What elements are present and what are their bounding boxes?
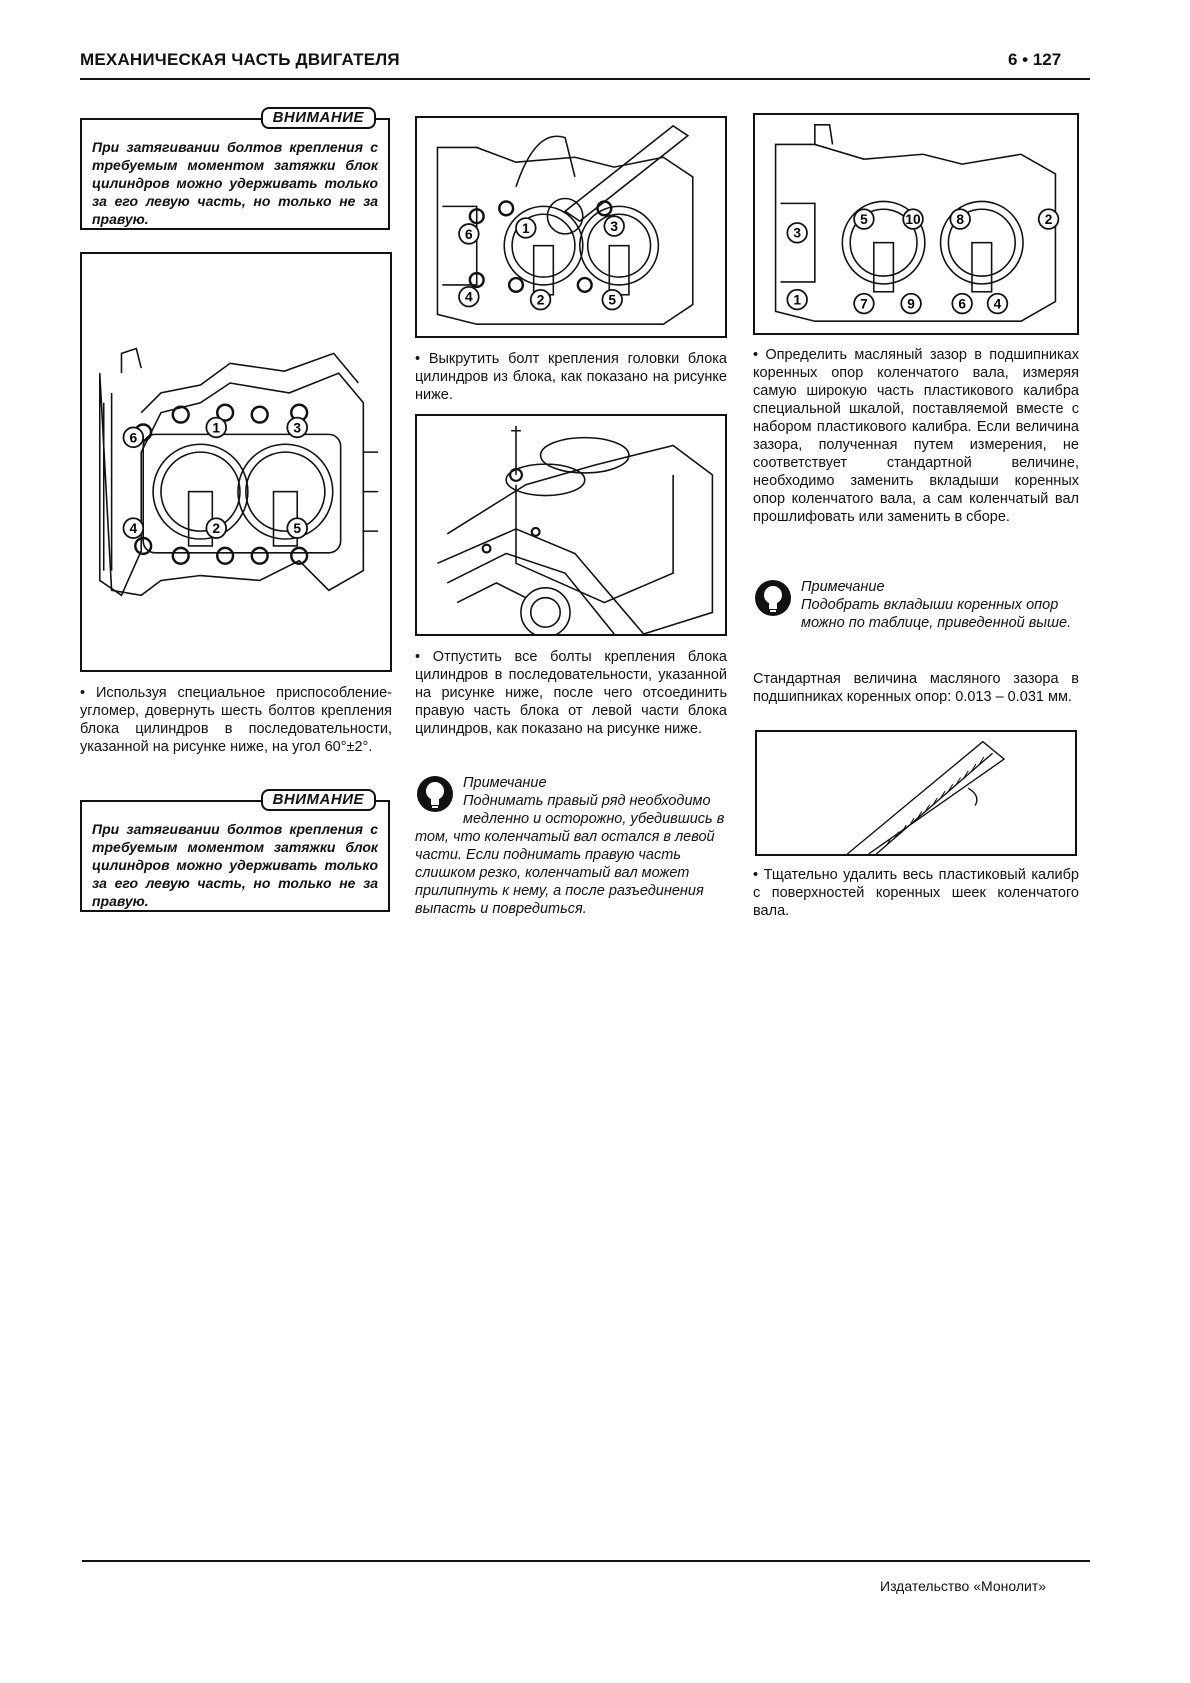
plastigauge-scale-illustration <box>757 732 1075 854</box>
bolt-label: 10 <box>905 212 921 227</box>
page-number: 6 • 127 <box>1008 50 1062 69</box>
bolt-label: 2 <box>536 292 545 308</box>
warning-tag: ВНИМАНИЕ <box>261 789 376 811</box>
bolt-label: 2 <box>212 520 221 537</box>
warning-tag: ВНИМАНИЕ <box>261 107 376 129</box>
bolt-label: 4 <box>465 289 473 305</box>
bolt-label: 5 <box>860 212 868 227</box>
bolt-label: 1 <box>212 419 221 436</box>
bolt-label: 3 <box>793 225 802 241</box>
bolt-label: 2 <box>1044 212 1053 227</box>
bolt-label: 6 <box>465 226 473 242</box>
engine-block-halves-illustration <box>417 416 725 634</box>
engine-block-wrench-illustration <box>417 118 725 336</box>
note-block <box>753 578 1079 632</box>
step-measure-clearance: • Определить масляный зазор в подшипниках коренных опор коленчатого вала, измеряя самую широкую часть пластикового калибра специальной шкалой, поставляемой вместе с набором пластикового калибра. Если величина зазора, полученная путем измерения, не соответствует стандартной величине, необходимо заменить вкладыши коренных опор коленчатого вала, а сам коленчатый вал прошлифовать или заменить в сборе. <box>753 347 1079 525</box>
note-text: Поднимать правый ряд необходимо медленно и осторожно, убедившись в том, что коленчатый вал остался в левой части. Если поднимать правую часть слишком резко, коленчатый вал может прилипнуть к нему, а после разъединения выпасть и повредиться. <box>415 793 725 917</box>
lightbulb-icon <box>753 578 793 618</box>
footer-rule <box>82 1560 1090 1562</box>
bolt-label: 1 <box>793 292 802 308</box>
warning-box-1 <box>80 109 390 230</box>
bolt-label: 5 <box>293 520 302 537</box>
engine-block-ten-bolt-illustration <box>755 115 1077 333</box>
bolt-label: 8 <box>956 212 965 227</box>
bolt-label: 4 <box>993 296 1002 312</box>
warning-text: При затягивании болтов крепления с требуемым моментом затяжки блок цилиндров можно удерживать только за его левую часть, но только не за правую. <box>92 821 378 909</box>
bolt-label: 6 <box>958 296 966 312</box>
publisher: Издательство «Монолит» <box>880 1578 1047 1594</box>
figure-block-split <box>415 414 727 636</box>
note-text: Подобрать вкладыши коренных опор можно по таблице, приведенной выше. <box>801 597 1072 631</box>
bolt-label: 3 <box>610 218 619 234</box>
bolt-label: 4 <box>129 520 138 537</box>
bolt-label: 5 <box>608 292 617 308</box>
figure-plastigauge-scale <box>755 730 1077 856</box>
header-rule <box>80 78 1090 80</box>
standard-clearance: Стандартная величина масляного зазора в подшипниках коренных опор: 0.013 – 0.031 мм. <box>753 671 1079 705</box>
figure-head-bolt-wrench <box>415 116 727 338</box>
warning-box-2 <box>80 791 390 912</box>
bolt-label: 3 <box>293 419 302 436</box>
section-title: МЕХАНИЧЕСКАЯ ЧАСТЬ ДВИГАТЕЛЯ <box>80 50 400 69</box>
warning-text: При затягивании болтов крепления с требуемым моментом затяжки блок цилиндров можно удерживать только за его левую часть, но только не за правую. <box>92 139 378 227</box>
step-tighten-angle: • Используя специальное приспособление-угломер, довернуть шесть болтов крепления блока цилиндров в последовательности, указанной на рисунке ниже, на угол 60°±2°. <box>80 685 392 755</box>
step-remove-head-bolt: • Выкрутить болт крепления головки блока цилиндров из блока, как показано на рисунке ниже. <box>415 351 727 403</box>
figure-block-bolts-10 <box>753 113 1079 335</box>
figure-block-bolts-6 <box>80 252 392 672</box>
note-block <box>415 774 727 918</box>
step-loosen-bolts: • Отпустить все болты крепления блока цилиндров в последовательности, указанной на рисунке ниже, после чего отсоединить правую часть блока от левой части блока цилиндров, как показано на рисунке ниже. <box>415 649 727 737</box>
step-remove-plastigauge: • Тщательно удалить весь пластиковый калибр с поверхностей коренных шеек коленчатого вала. <box>753 867 1079 919</box>
note-title: Примечание <box>801 579 885 595</box>
bolt-label: 7 <box>860 296 868 312</box>
bolt-label: 1 <box>522 220 530 236</box>
lightbulb-icon <box>415 774 455 814</box>
bolt-label: 9 <box>907 296 915 312</box>
engine-block-illustration <box>82 254 390 670</box>
note-title: Примечание <box>463 775 547 791</box>
bolt-label: 6 <box>129 429 138 446</box>
